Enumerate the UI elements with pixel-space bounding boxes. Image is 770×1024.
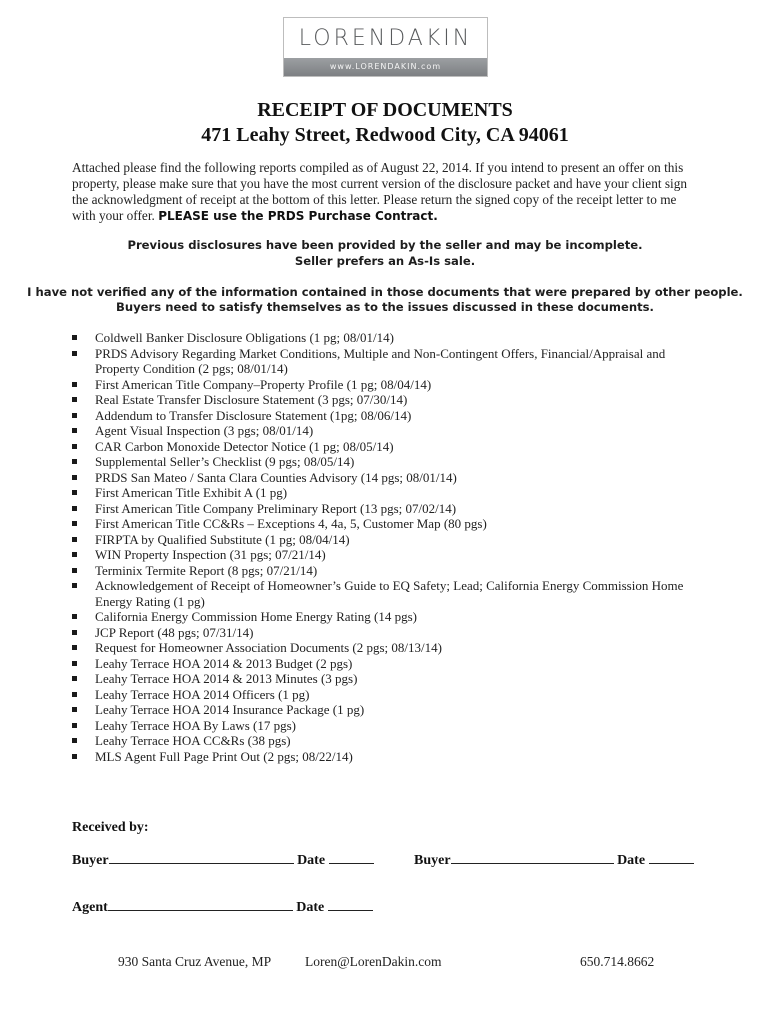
document-item: Supplemental Seller’s Checklist (9 pgs; 08/05/14) [72, 454, 712, 470]
buyer-2-date-line [649, 851, 694, 864]
disclaimer-line-1: Previous disclosures have been provided by the seller and may be incomplete. [127, 238, 643, 252]
footer-address: 930 Santa Cruz Avenue, MP [118, 954, 272, 969]
buyer-2-label: Buyer [414, 853, 451, 868]
buyer-2-line [451, 851, 614, 864]
document-item: Acknowledgement of Receipt of Homeowner’s Guide to EQ Safety; Lead; California Energy Commission Home Energy Rating (1 pg) [72, 578, 712, 609]
intro-text: Attached please find the following reports compiled as of August 22, 2014. If you intend to present an offer on this property, please make sure that you have the most current version of the disclosure packet and have your client sign the acknowledgment of receipt at the bottom of this letter. Please return the signed copy of the receipt letter to me with your offer. [72, 160, 688, 223]
document-item: Leahy Terrace HOA 2014 & 2013 Budget (2 pgs) [72, 656, 712, 672]
document-item: Leahy Terrace HOA 2014 Officers (1 pg) [72, 687, 712, 703]
document-item: First American Title Company Preliminary Report (13 pgs; 07/02/14) [72, 501, 712, 517]
footer-email: Loren@LorenDakin.com [305, 954, 442, 969]
document-item: California Energy Commission Home Energy Rating (14 pgs) [72, 609, 712, 625]
document-list [72, 330, 712, 764]
document-item: PRDS Advisory Regarding Market Conditions, Multiple and Non-Contingent Offers, Financial/Appraisal and Property Condition (2 pgs; 08/01/14) [72, 346, 712, 377]
disclaimer-line-3: I have not verified any of the information contained in those documents that were prepared by other people. [27, 285, 743, 299]
disclaimer-line-4: Buyers need to satisfy themselves as to the issues discussed in these documents. [116, 300, 654, 314]
document-item: Addendum to Transfer Disclosure Statement (1pg; 08/06/14) [72, 408, 712, 424]
document-item: FIRPTA by Qualified Substitute (1 pg; 08/04/14) [72, 532, 712, 548]
document-item: Leahy Terrace HOA 2014 & 2013 Minutes (3 pgs) [72, 671, 712, 687]
agent-label: Agent [72, 900, 108, 915]
footer-phone: 650.714.8662 [580, 954, 655, 969]
document-item: PRDS San Mateo / Santa Clara Counties Advisory (14 pgs; 08/01/14) [72, 470, 712, 486]
logo-url: www.LORENDAKIN.com [284, 58, 487, 76]
page-title: RECEIPT OF DOCUMENTS [257, 99, 513, 121]
document-item: WIN Property Inspection (31 pgs; 07/21/14) [72, 547, 712, 563]
property-address: 471 Leahy Street, Redwood City, CA 94061 [201, 124, 569, 146]
buyer-1-date-line [329, 851, 374, 864]
document-item: Request for Homeowner Association Documents (2 pgs; 08/13/14) [72, 640, 712, 656]
agent-date-line [328, 898, 373, 911]
document-item: First American Title Exhibit A (1 pg) [72, 485, 712, 501]
company-logo [283, 17, 488, 77]
document-item: Leahy Terrace HOA By Laws (17 pgs) [72, 718, 712, 734]
document-item: JCP Report (48 pgs; 07/31/14) [72, 625, 712, 641]
document-item: CAR Carbon Monoxide Detector Notice (1 pg; 08/05/14) [72, 439, 712, 455]
document-item: First American Title CC&Rs – Exceptions 4, 4a, 5, Customer Map (80 pgs) [72, 516, 712, 532]
document-item: Terminix Termite Report (8 pgs; 07/21/14) [72, 563, 712, 579]
logo-name: LORENDAKIN [298, 26, 473, 51]
buyer-1-date-label: Date [297, 853, 326, 868]
buyer-2-signature [414, 851, 694, 869]
agent-signature [72, 898, 373, 916]
document-item: Coldwell Banker Disclosure Obligations (1 pg; 08/01/14) [72, 330, 712, 346]
document-item: MLS Agent Full Page Print Out (2 pgs; 08/22/14) [72, 749, 712, 765]
document-item: Real Estate Transfer Disclosure Statement (3 pgs; 07/30/14) [72, 392, 712, 408]
disclaimer-line-2: Seller prefers an As-Is sale. [294, 254, 476, 268]
document-item: Leahy Terrace HOA 2014 Insurance Package (1 pg) [72, 702, 712, 718]
buyer-1-label: Buyer [72, 853, 109, 868]
received-by-label: Received by: [72, 820, 149, 835]
intro-bold-text: PLEASE use the PRDS Purchase Contract. [158, 209, 438, 223]
intro-paragraph [72, 160, 702, 224]
agent-date-label: Date [296, 900, 325, 915]
buyer-1-line [109, 851, 294, 864]
buyer-1-signature [72, 851, 374, 869]
document-item: First American Title Company–Property Profile (1 pg; 08/04/14) [72, 377, 712, 393]
buyer-2-date-label: Date [617, 853, 646, 868]
document-item: Leahy Terrace HOA CC&Rs (38 pgs) [72, 733, 712, 749]
document-item: Agent Visual Inspection (3 pgs; 08/01/14) [72, 423, 712, 439]
agent-line [108, 898, 293, 911]
